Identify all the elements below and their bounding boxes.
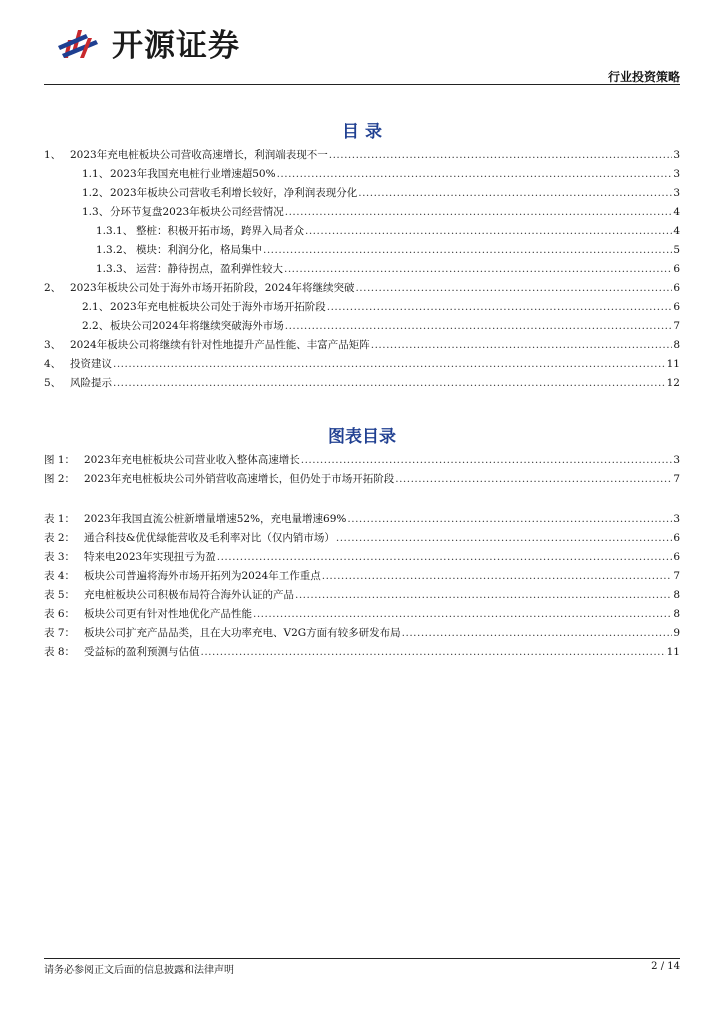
toc-entry[interactable]: 2.1、 2023年充电桩板块公司处于海外市场开拓阶段 ..... 6 [44,298,680,317]
table-entry[interactable]: 表 2： 通合科技&优优绿能营收及毛利率对比（仅内销市场） ..... 6 [44,529,680,548]
chart-list [44,451,680,489]
brand-name: 开源证券 [112,27,240,64]
disclaimer-text: 请务必参阅正文后面的信息披露和法律声明 [44,965,234,976]
toc-entry[interactable]: 5、 风险提示 ..... 12 [44,374,680,393]
toc-entry[interactable]: 1.1、 2023年我国充电桩行业增速超50% ..... 3 [44,165,680,184]
figures-title: 图表目录 [328,427,396,447]
toc-entry[interactable]: 2、 2023年板块公司处于海外市场开拓阶段，2024年将继续突破 ..... 6 [44,279,680,298]
header-divider [44,84,680,85]
chart-entry[interactable]: 图 1： 2023年充电桩板块公司营业收入整体高速增长 ..... 3 [44,451,680,470]
footer-divider [44,958,680,959]
table-entry[interactable]: 表 1： 2023年我国直流公桩新增量增速52%，充电量增速69% ..... 3 [44,510,680,529]
chart-entry[interactable]: 图 2： 2023年充电桩板块公司外销营收高速增长，但仍处于市场开拓阶段 ..... 7 [44,470,680,489]
toc-entry[interactable]: 2.2、 板块公司2024年将继续突破海外市场 ..... 7 [44,317,680,336]
toc-list [44,146,680,393]
toc-entry[interactable]: 1、 2023年充电桩板块公司营收高速增长，利润端表现不一 ..... 3 [44,146,680,165]
table-list [44,510,680,662]
toc-entry[interactable]: 3、 2024年板块公司将继续有针对性地提升产品性能、丰富产品矩阵 ..... 8 [44,336,680,355]
toc-entry[interactable]: 1.3.1、 整桩：积极开拓市场，跨界入局者众 ..... 4 [44,222,680,241]
company-logo [56,20,240,64]
toc-entry[interactable]: 1.2、 2023年板块公司营收毛利增长较好，净利润表现分化 ..... 3 [44,184,680,203]
table-entry[interactable]: 表 4： 板块公司普遍将海外市场开拓列为2024年工作重点 ..... 7 [44,567,680,586]
toc-title: 目 录 [342,122,382,142]
table-entry[interactable]: 表 8： 受益标的盈利预测与估值 ..... 11 [44,643,680,662]
logo-mark-icon [56,22,104,62]
toc-entry[interactable]: 1.3.2、 模块：利润分化，格局集中 ..... 5 [44,241,680,260]
table-entry[interactable]: 表 3： 特来电2023年实现扭亏为盈 ..... 6 [44,548,680,567]
toc-entry[interactable]: 1.3.3、 运营：静待拐点，盈利弹性较大 ..... 6 [44,260,680,279]
toc-entry[interactable]: 4、 投资建议 ..... 11 [44,355,680,374]
toc-entry[interactable]: 1.3、 分环节复盘2023年板块公司经营情况 ..... 4 [44,203,680,222]
table-entry[interactable]: 表 6： 板块公司更有针对性地优化产品性能 ..... 8 [44,605,680,624]
table-entry[interactable]: 表 5： 充电桩板块公司积极布局符合海外认证的产品 ..... 8 [44,586,680,605]
report-type: 行业投资策略 [607,70,680,84]
table-entry[interactable]: 表 7： 板块公司扩充产品品类，且在大功率充电、V2G方面有较多研发布局 ..... 9 [44,624,680,643]
page-number: 2 / 14 [651,961,680,972]
